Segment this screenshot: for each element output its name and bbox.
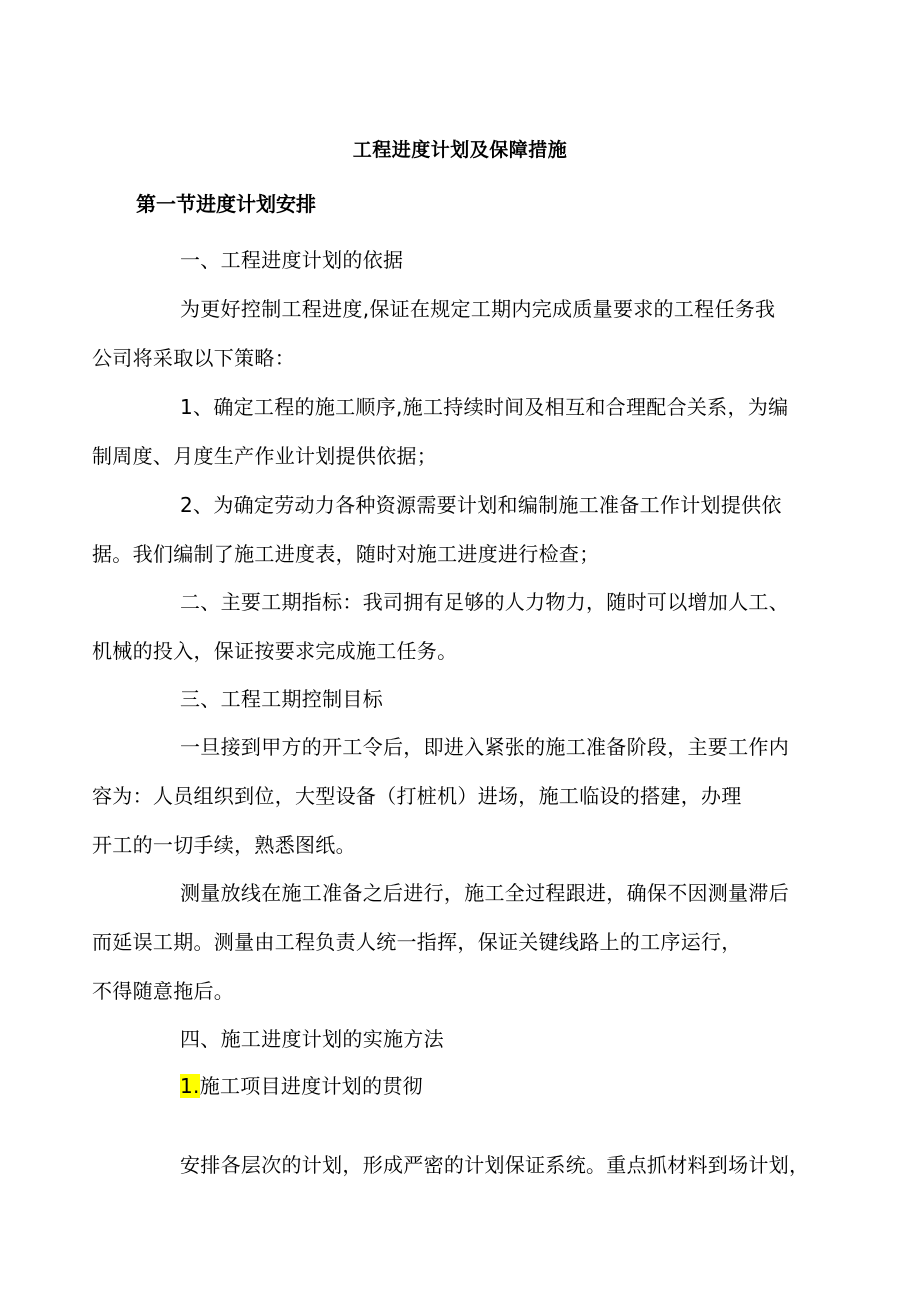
paragraph-item-1 bbox=[92, 383, 796, 481]
paragraph-plan-arrangement bbox=[136, 1141, 810, 1190]
paragraph-control-target-heading bbox=[136, 675, 796, 724]
document-title: 工程进度计划及保障措施 bbox=[352, 139, 568, 161]
paragraph-item-2 bbox=[92, 481, 796, 579]
text-line: 四、施工进度计划的实施方法 bbox=[180, 1027, 444, 1051]
paragraph-preparation bbox=[92, 723, 796, 870]
text-line: 制周度、月度生产作业计划提供依据； bbox=[92, 444, 438, 468]
text-line: 一、工程进度计划的依据 bbox=[180, 248, 404, 272]
paragraph-basis-heading bbox=[136, 236, 796, 285]
paragraph-subheading-1 bbox=[136, 1062, 796, 1111]
paragraph-schedule-indicators bbox=[92, 578, 796, 676]
text-line: 为更好控制工程进度,保证在规定工期内完成质量要求的工程任务我 bbox=[180, 297, 776, 321]
text-line: 据。我们编制了施工进度表，随时对施工进度进行检查； bbox=[92, 542, 600, 566]
text-line: 1、确定工程的施工顺序,施工持续时间及相互和合理配合关系，为编 bbox=[180, 395, 789, 419]
text-line: 公司将采取以下策略： bbox=[92, 346, 295, 370]
paragraph-implementation-heading bbox=[136, 1015, 796, 1064]
paragraph-intro bbox=[92, 285, 796, 383]
text-line: 安排各层次的计划，形成严密的计划保证系统。重点抓材料到场计划， bbox=[180, 1153, 810, 1177]
highlighted-number: 1. bbox=[180, 1074, 200, 1098]
text-line: 机械的投入，保证按要求完成施工任务。 bbox=[92, 639, 458, 663]
text-line: 一旦接到甲方的开工令后，即进入紧张的施工准备阶段，主要工作内 bbox=[180, 735, 789, 759]
text-line: 容为：人员组织到位，大型设备（打桩机）进场，施工临设的搭建，办理 bbox=[92, 784, 742, 808]
text-line: 而延误工期。测量由工程负责人统一指挥，保证关键线路上的工序运行， bbox=[92, 930, 742, 954]
section-heading: 第一节进度计划安排 bbox=[136, 192, 316, 216]
text-line: 测量放线在施工准备之后进行，施工全过程跟进，确保不因测量滞后 bbox=[180, 881, 789, 905]
text-line: 开工的一切手续，熟悉图纸。 bbox=[92, 833, 356, 857]
text-line: 三、工程工期控制目标 bbox=[180, 687, 383, 711]
text-line: 2、为确定劳动力各种资源需要计划和编制施工准备工作计划提供依 bbox=[180, 493, 782, 517]
text-line: 二、主要工期指标：我司拥有足够的人力物力，随时可以增加人工、 bbox=[180, 590, 789, 614]
text-line bbox=[136, 1062, 796, 1111]
subheading-text: 施工项目进度计划的贯彻 bbox=[199, 1074, 423, 1098]
paragraph-survey bbox=[92, 869, 796, 1016]
text-line: 不得随意拖后。 bbox=[92, 979, 235, 1003]
